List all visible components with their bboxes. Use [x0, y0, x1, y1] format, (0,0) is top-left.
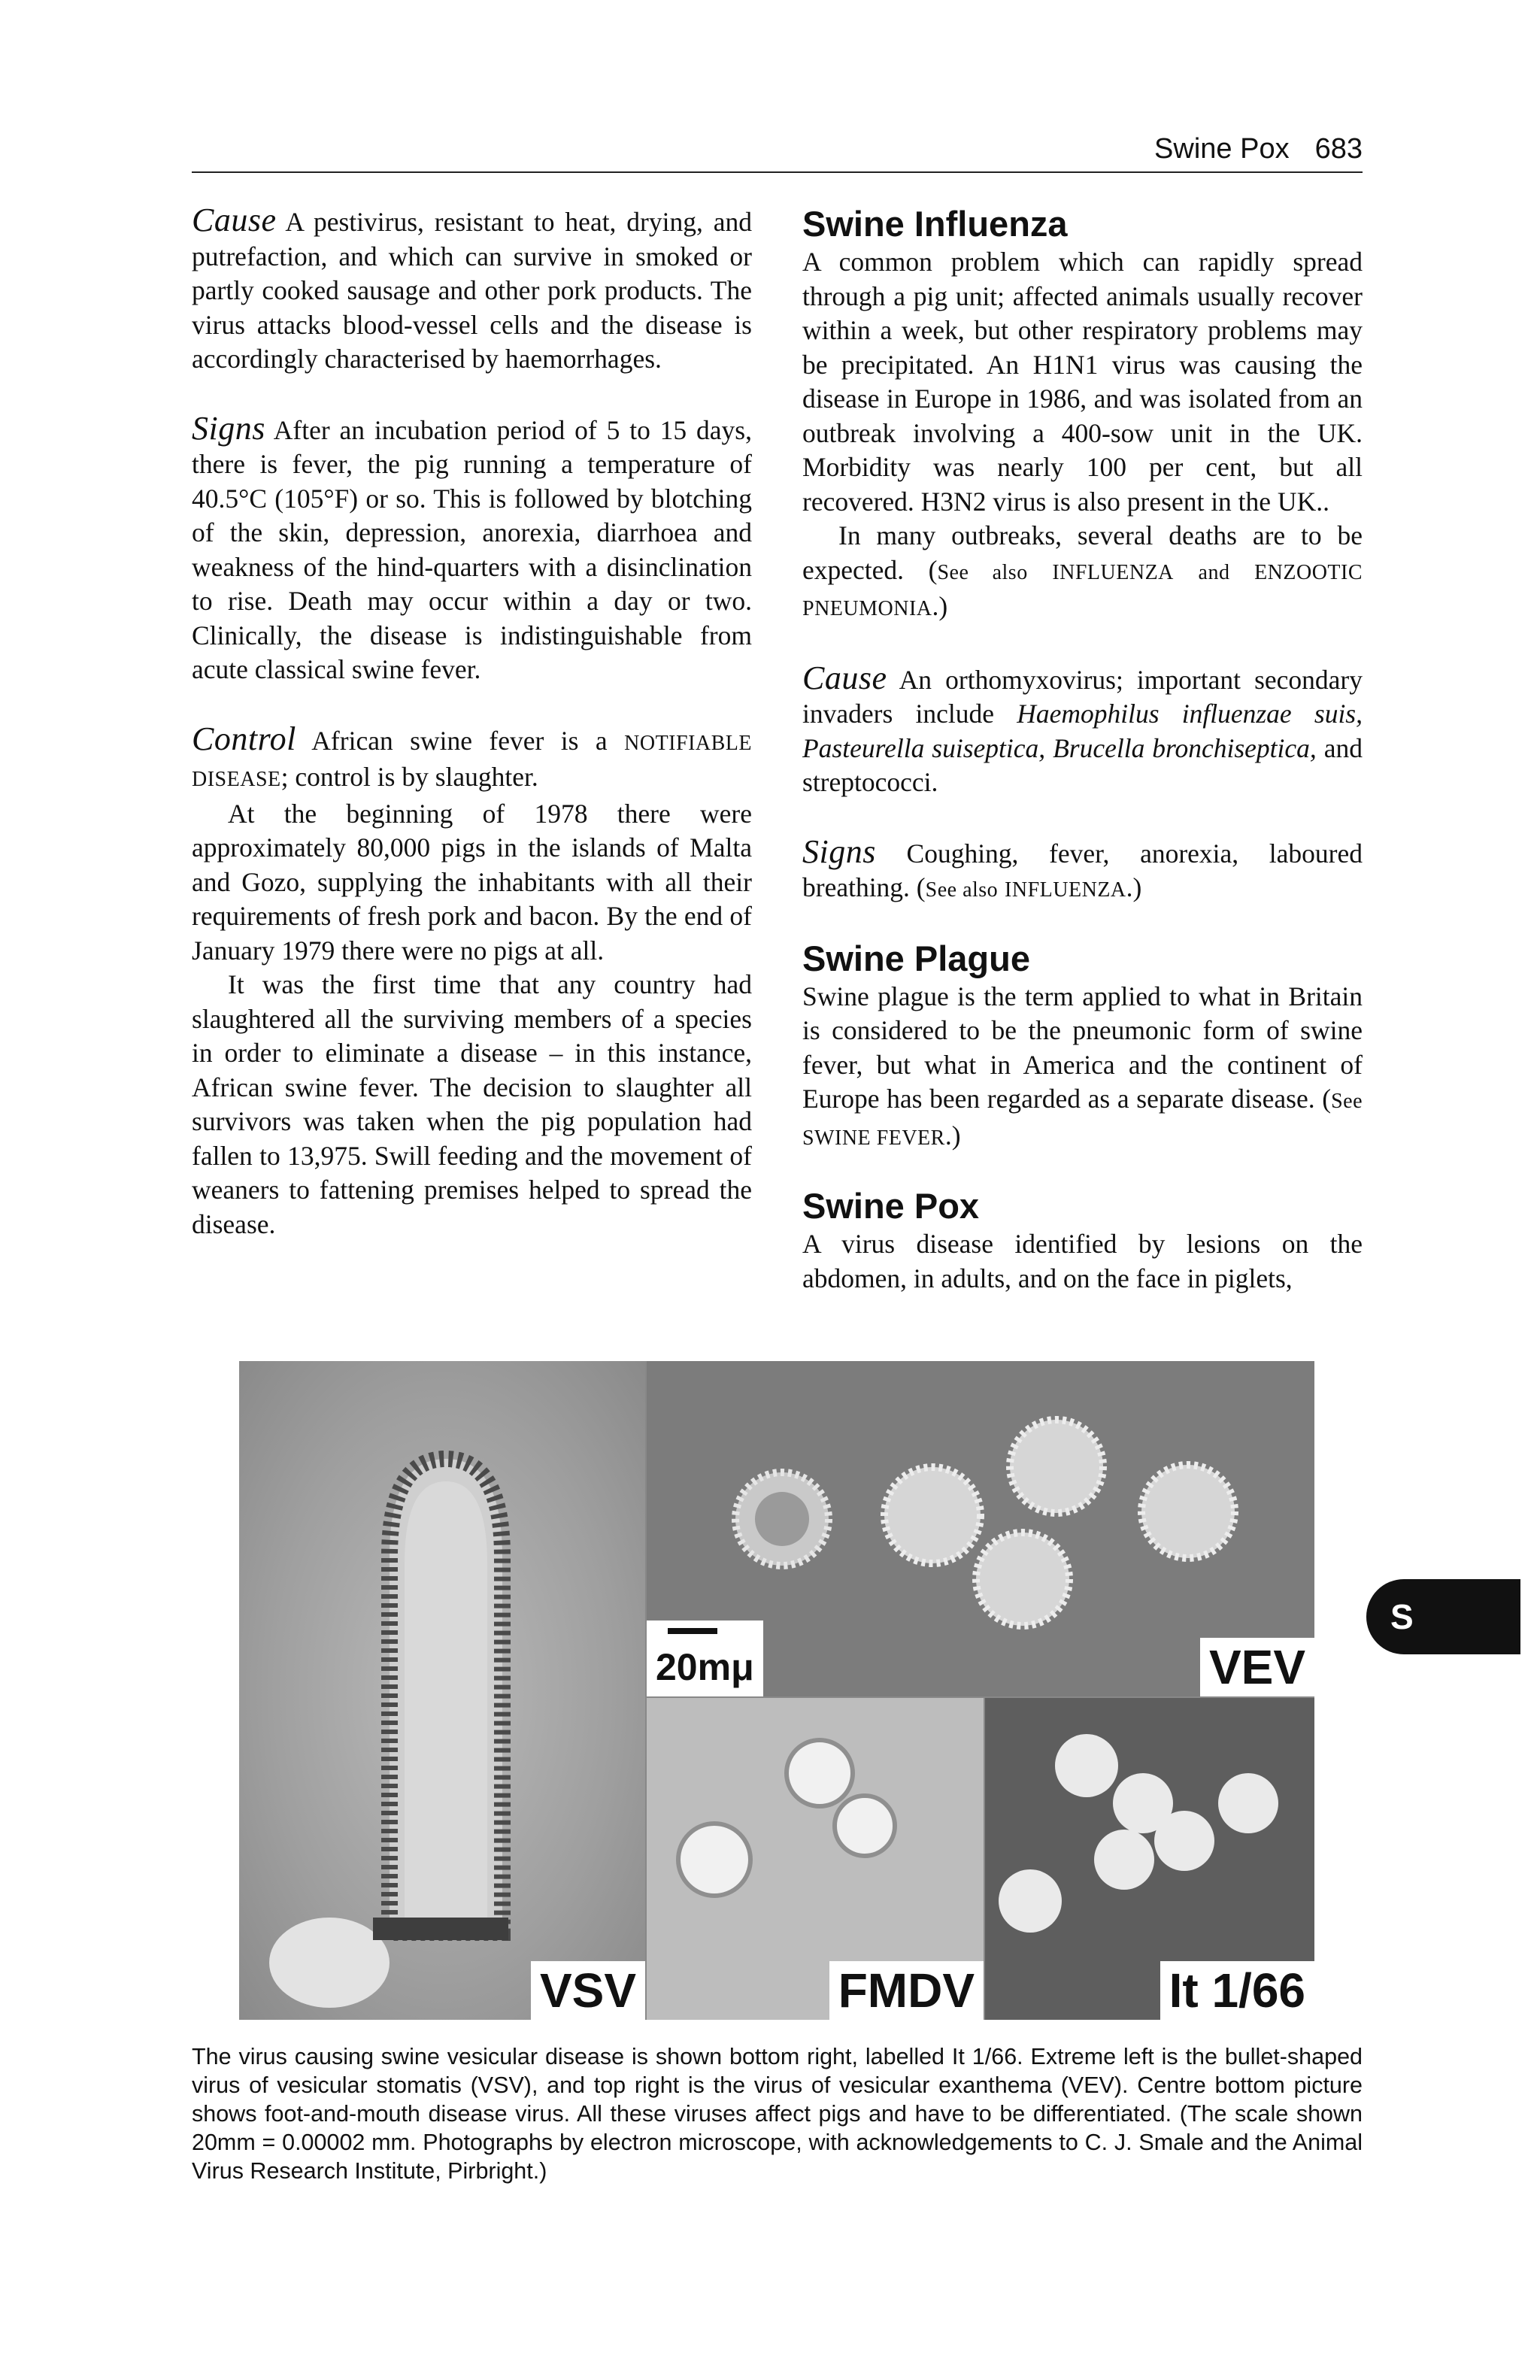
- organism-names: Haemophilus influenzae suis, Pasteurella suiseptica, Brucella bronchiseptica,: [802, 699, 1363, 763]
- influenza-signs-paragraph: [802, 832, 1363, 908]
- close-paren: .): [932, 591, 948, 621]
- see-also-text: See also: [937, 560, 1028, 584]
- control-paragraph: [192, 722, 752, 797]
- cause-label: Cause: [192, 202, 277, 238]
- scale-bar-label: [647, 1621, 763, 1696]
- vsv-panel: [239, 1361, 645, 2020]
- signs-close-paren: .): [1126, 872, 1142, 902]
- right-column: [802, 203, 1363, 1296]
- page-number: 683: [1314, 133, 1363, 165]
- scale-bar: [668, 1628, 717, 1634]
- left-column: [192, 203, 752, 1242]
- swine-influenza-heading: Swine Influenza: [802, 204, 1068, 244]
- influenza-deaths-paragraph: [802, 519, 1363, 626]
- fmdv-label: FMDV: [829, 1961, 984, 2020]
- control-label: Control: [192, 720, 296, 757]
- running-header: [192, 120, 1363, 173]
- section-thumb-tab: S: [1366, 1579, 1520, 1654]
- influenza-signs-text: Coughing, fever, anorexia, laboured breathing. (: [802, 838, 1363, 902]
- swine-plague-heading: Swine Plague: [802, 938, 1030, 978]
- notifiable-disease-link[interactable]: NOTIFIABLE DISEASE: [192, 731, 752, 791]
- malta-paragraph: At the beginning of 1978 there were approximately 80,000 pigs in the islands of Malta and Gozo, supplying the inhabitants with all their requirements of fresh pork and bacon. By the end of January 1979 there were no pigs at all.: [192, 798, 752, 966]
- control-text: African swine fever is a: [311, 725, 608, 756]
- pox-paragraph: A virus disease identified by lesions on the abdomen, in adults, and on the face in piglets,: [802, 1229, 1363, 1293]
- and-text: and: [1198, 560, 1230, 584]
- signs-paragraph: [192, 411, 752, 687]
- influenza-cause-text: An orthomyxovirus; important secondary invaders include: [802, 664, 1363, 729]
- first-time-paragraph: It was the first time that any country had slaughtered all the surviving members of a species in order to eliminate a disease – in this instance, African swine fever. The decision to slaughter all survivors was taken when the pig population had fallen to 13,975. Swill feeding and the movement of weaners to fattening premises helped to spread the disease.: [192, 969, 752, 1239]
- vev-label: VEV: [1200, 1638, 1314, 1696]
- it-label: It 1/66: [1160, 1961, 1314, 2020]
- influenza-link[interactable]: INFLUENZA: [1052, 560, 1174, 584]
- vev-panel: [647, 1361, 1314, 1696]
- header-title: Swine Pox: [1154, 133, 1290, 165]
- influenza-signs-label: Signs: [802, 832, 876, 870]
- scale-bar-text: 20mμ: [656, 1646, 754, 1688]
- enzootic-pneumonia-link[interactable]: ENZOOTIC PNEUMONIA: [802, 560, 1363, 620]
- influenza-deaths-text: In many outbreaks, several deaths are to be expected. (: [802, 520, 1363, 585]
- swine-fever-link[interactable]: SWINE FEVER: [802, 1126, 945, 1150]
- signs-text: After an incubation period of 5 to 15 days, there is fever, the pig running a temperature of 40.5°C (105°F) or so. This is followed by blotching of the skin, depression, anorexia, diarrhoea and weakness of the hind-quarters with a disinclination to rise. Death may occur within a day or two. Clinically, the disease is indistinguishable from acute classical swine fever.: [192, 414, 752, 684]
- influenza-cause-paragraph: [802, 661, 1363, 800]
- it-panel: [985, 1698, 1314, 2020]
- plague-close-paren: .): [944, 1120, 961, 1151]
- signs-label: Signs: [192, 409, 265, 447]
- vsv-virion-image: [239, 1361, 645, 2020]
- influenza-cause-label: Cause: [802, 659, 887, 696]
- signs-influenza-link[interactable]: INFLUENZA: [1005, 878, 1126, 902]
- signs-see-also: See also: [925, 878, 999, 902]
- plague-text: Swine plague is the term applied to what in Britain is considered to be the pneumonic form of swine fever, but what in America and the continent of Europe has been regarded as a separate disease. (: [802, 981, 1363, 1114]
- plague-paragraph: [802, 980, 1363, 1156]
- cause-paragraph: [192, 203, 752, 377]
- electron-micrograph-figure: [239, 1361, 1314, 2020]
- fmdv-panel: [647, 1698, 984, 2020]
- control-text-end: ; control is by slaughter.: [280, 762, 538, 792]
- figure-caption: The virus causing swine vesicular disease is shown bottom right, labelled It 1/66. Extreme left is the bullet-shaped virus of vesicular stomatis (VSV), and top right is the virus of vesicular exanthema (VEV). Centre bottom picture shows foot-and-mouth disease virus. All these viruses affect pigs and have to be differentiated. (The scale shown 20mm = 0.00002 mm. Photographs by electron microscope, with acknowledgements to C. J. Smale and the Animal Virus Research Institute, Pirbright.): [192, 2044, 1363, 2184]
- influenza-cause-text-end: and streptococci.: [802, 732, 1363, 797]
- influenza-paragraph: A common problem which can rapidly spread through a pig unit; affected animals usually recover within a week, but other respiratory problems may be precipitated. An H1N1 virus was causing the disease in Europe in 1986, and was isolated from an outbreak involving a 400-sow unit in the UK. Morbidity was nearly 100 per cent, but all recovered. H3N2 virus is also present in the UK..: [802, 247, 1363, 517]
- swine-pox-heading: Swine Pox: [802, 1186, 980, 1226]
- cause-text: A pestivirus, resistant to heat, drying, and putrefaction, and which can survive in smoked or partly cooked sausage and other pork products. The virus attacks blood-vessel cells and the disease is accordingly characterised by haemorrhages.: [192, 207, 752, 374]
- plague-see: See: [1331, 1090, 1363, 1113]
- vsv-label: VSV: [531, 1961, 645, 2020]
